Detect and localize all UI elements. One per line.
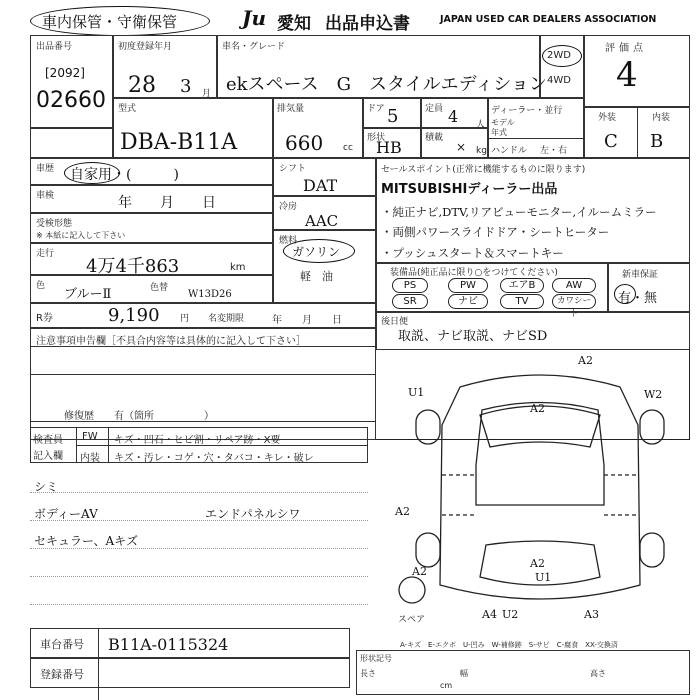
tax-value: 9,190 xyxy=(108,305,160,326)
cooling-value: AAC xyxy=(305,212,339,230)
mileage-label: 走行 xyxy=(36,249,55,259)
mark-bumper-a4: A4 xyxy=(482,608,497,621)
equip-ps: PS xyxy=(392,278,428,293)
inspector-label-2: 記入欄 xyxy=(33,451,63,462)
color-value: ブルーⅡ xyxy=(64,287,112,302)
tax-label: R券 xyxy=(36,313,53,324)
registration-label: 初度登録年月 xyxy=(118,42,173,52)
capacity-label: 定員 xyxy=(425,104,444,114)
after-note-value: 取説、ナビ取説、ナビSD xyxy=(398,329,548,344)
equip-navi: ナビ xyxy=(448,294,488,309)
mark-front-left: U1 xyxy=(408,386,425,399)
selling-point-3: ・プッシュスタート＆スマートキー xyxy=(381,246,564,260)
name-change-label: 名変期限 xyxy=(208,314,245,324)
capacity-unit: 人 xyxy=(476,120,486,130)
model-label: 車名・グレード xyxy=(222,42,286,52)
equip-seat: カワシート xyxy=(552,294,596,309)
drive-2wd: 2WD xyxy=(547,50,571,61)
fuel-value: ガソリン xyxy=(292,245,341,259)
storage-note: 車内保管・守衛保管 xyxy=(42,13,178,31)
selling-point-1: ・純正ナビ,DTV,リアビューモニター,イルームミラー xyxy=(381,205,657,219)
size-length-label: 長さ xyxy=(360,669,376,678)
lot-lower-cell xyxy=(30,128,113,158)
score-value: 4 xyxy=(616,55,638,95)
mark-left-side: A2 xyxy=(395,505,410,518)
mark-hood: A2 xyxy=(530,402,545,415)
repair-label: 修復歴 xyxy=(64,411,94,422)
load-value: × xyxy=(456,140,467,154)
after-note-label: 後日便 xyxy=(381,317,409,327)
dealer-label: ディーラー・並行 xyxy=(491,106,563,116)
mark-top: A2 xyxy=(578,354,593,367)
history-value: 自家用・( ) xyxy=(70,167,179,183)
size-cell xyxy=(356,650,690,695)
history-label: 車歴 xyxy=(36,164,55,174)
displacement-value: 660 xyxy=(285,131,324,155)
handle-value: 左・右 xyxy=(540,146,568,156)
spare-label: スペア xyxy=(398,615,426,625)
displacement-label: 排気量 xyxy=(277,104,305,114)
inspector-row-2: キズ・汚レ・コゲ・穴・タバコ・キレ・破レ xyxy=(114,453,314,464)
registration-month: 3 xyxy=(180,76,192,97)
handle-label: ハンドル xyxy=(491,146,528,156)
tax-unit: 円 xyxy=(180,314,190,324)
mark-rear-center-u: U1 xyxy=(535,571,552,584)
lot-number: 02660 xyxy=(36,88,106,113)
inspector-interior: 内装 xyxy=(80,453,100,464)
reception-label: 受検形態 xyxy=(36,219,73,229)
doors-label: ドア xyxy=(367,104,385,114)
drive-4wd: 4WD xyxy=(547,75,571,86)
mark-front-right: W2 xyxy=(644,388,663,401)
notes-label: 注意事項申告欄［不具合内容等は具体的に記入して下さい］ xyxy=(36,336,306,347)
selling-point-2: ・両側パワースライドドア・シートヒーター xyxy=(381,225,610,239)
color-label: 色 xyxy=(36,281,46,291)
equipment-label: 装備品(純正品に限り○をつけてください) xyxy=(390,268,558,278)
load-label: 積載 xyxy=(425,133,444,143)
equip-pw: PW xyxy=(448,278,488,293)
color-code-label: 色替 xyxy=(150,283,169,293)
doors-value: 5 xyxy=(387,106,399,127)
inspector-fw: FW xyxy=(82,431,98,442)
name-change-date: 年 月 日 xyxy=(272,315,342,326)
fuel-label: 燃料 xyxy=(279,236,298,246)
association-name: JAPAN USED CAR DEALERS ASSOCIATION xyxy=(440,14,657,25)
registration-year: 28 xyxy=(128,73,156,98)
chassis-label: 車台番号 xyxy=(40,638,84,651)
hand-note-4: エンドパネルシワ xyxy=(205,507,301,521)
equip-sr: SR xyxy=(392,294,428,309)
lot-label: 出品番号 xyxy=(36,42,73,52)
front-right-wheel xyxy=(640,410,664,444)
size-unit: cm xyxy=(440,681,453,690)
model-year-label: モデル xyxy=(491,118,515,127)
score-label: 評価点 xyxy=(605,43,647,54)
logo-mark: Ju xyxy=(242,6,267,30)
type-value: DBA-B11A xyxy=(120,130,238,155)
spare-tire xyxy=(399,577,425,603)
equip-airbag: エアB xyxy=(500,278,544,293)
interior-value: B xyxy=(650,131,664,152)
reg-no-label: 登録番号 xyxy=(40,668,84,681)
chassis-value: B11A-0115324 xyxy=(108,635,229,654)
size-shape-label: 形状記号 xyxy=(360,654,392,663)
form-title: 出品申込書 xyxy=(325,14,410,34)
selling-points-brand: MITSUBISHIディーラー出品 xyxy=(381,182,558,197)
displacement-unit: cc xyxy=(343,143,353,153)
fuel-alt: 軽 油 xyxy=(300,270,333,283)
front-left-wheel xyxy=(416,410,440,444)
shape-value: HB xyxy=(376,138,402,157)
year-label: 年式 xyxy=(491,128,507,137)
inspector-label: 検査員 xyxy=(33,435,63,446)
damage-legend: A-キズ E-エクボ U-凹み W-補修跡 S-サビ C-腐食 XX-交換済 xyxy=(400,641,618,649)
size-width-label: 幅 xyxy=(460,669,468,678)
selling-points-label: セールスポイント(正常に機能するものに限ります) xyxy=(381,165,586,175)
mark-bumper-a3: A3 xyxy=(584,608,599,621)
mark-rear-left: A2 xyxy=(412,565,427,578)
hand-note-2: ボディーAV xyxy=(34,507,98,521)
inspection-value: 年 月 日 xyxy=(118,195,216,211)
mark-bumper-u2: U2 xyxy=(502,608,519,621)
size-height-label: 高さ xyxy=(590,669,606,678)
cooling-label: 冷房 xyxy=(279,202,298,212)
shape-label: 形状 xyxy=(367,133,386,143)
shift-value: DAT xyxy=(303,176,338,195)
reception-note: ※ 本紙に記入して下さい xyxy=(36,231,126,240)
shift-label: シフト xyxy=(279,164,307,174)
inspection-label: 車検 xyxy=(36,191,55,201)
repair-value: 有（箇所 ） xyxy=(114,411,214,422)
interior-label: 内装 xyxy=(652,113,671,123)
registration-month-unit: 月 xyxy=(202,89,212,99)
equip-aw: AW xyxy=(552,278,596,293)
roof-outline xyxy=(476,403,604,506)
hand-note-3: セキュラー、Aキズ xyxy=(34,534,138,548)
mileage-value: 4万4千863 xyxy=(86,256,180,277)
rear-right-wheel xyxy=(640,533,664,567)
load-unit: kg xyxy=(476,146,487,156)
exterior-label: 外装 xyxy=(598,113,617,123)
exterior-value: C xyxy=(604,131,618,152)
model-name: ekスペース G スタイルエディション xyxy=(226,74,547,95)
warranty-label: 新車保証 xyxy=(622,270,659,280)
rear-left-wheel xyxy=(416,533,440,567)
hand-note-1: シミ xyxy=(34,480,59,494)
capacity-value: 4 xyxy=(448,107,459,126)
lot-bracket-number: [2092] xyxy=(45,66,85,80)
mark-rear-center: A2 xyxy=(530,557,545,570)
warranty-value: 有・無 xyxy=(618,291,658,306)
type-label: 型式 xyxy=(118,104,137,114)
logo-region: 愛知 xyxy=(277,14,311,34)
equip-tv: TV xyxy=(500,294,544,309)
inspector-row-1: キズ・凹石・ヒビ割・リペア跡・X要 xyxy=(114,435,281,446)
color-code: W13D26 xyxy=(188,289,232,300)
mileage-unit: km xyxy=(230,262,246,273)
